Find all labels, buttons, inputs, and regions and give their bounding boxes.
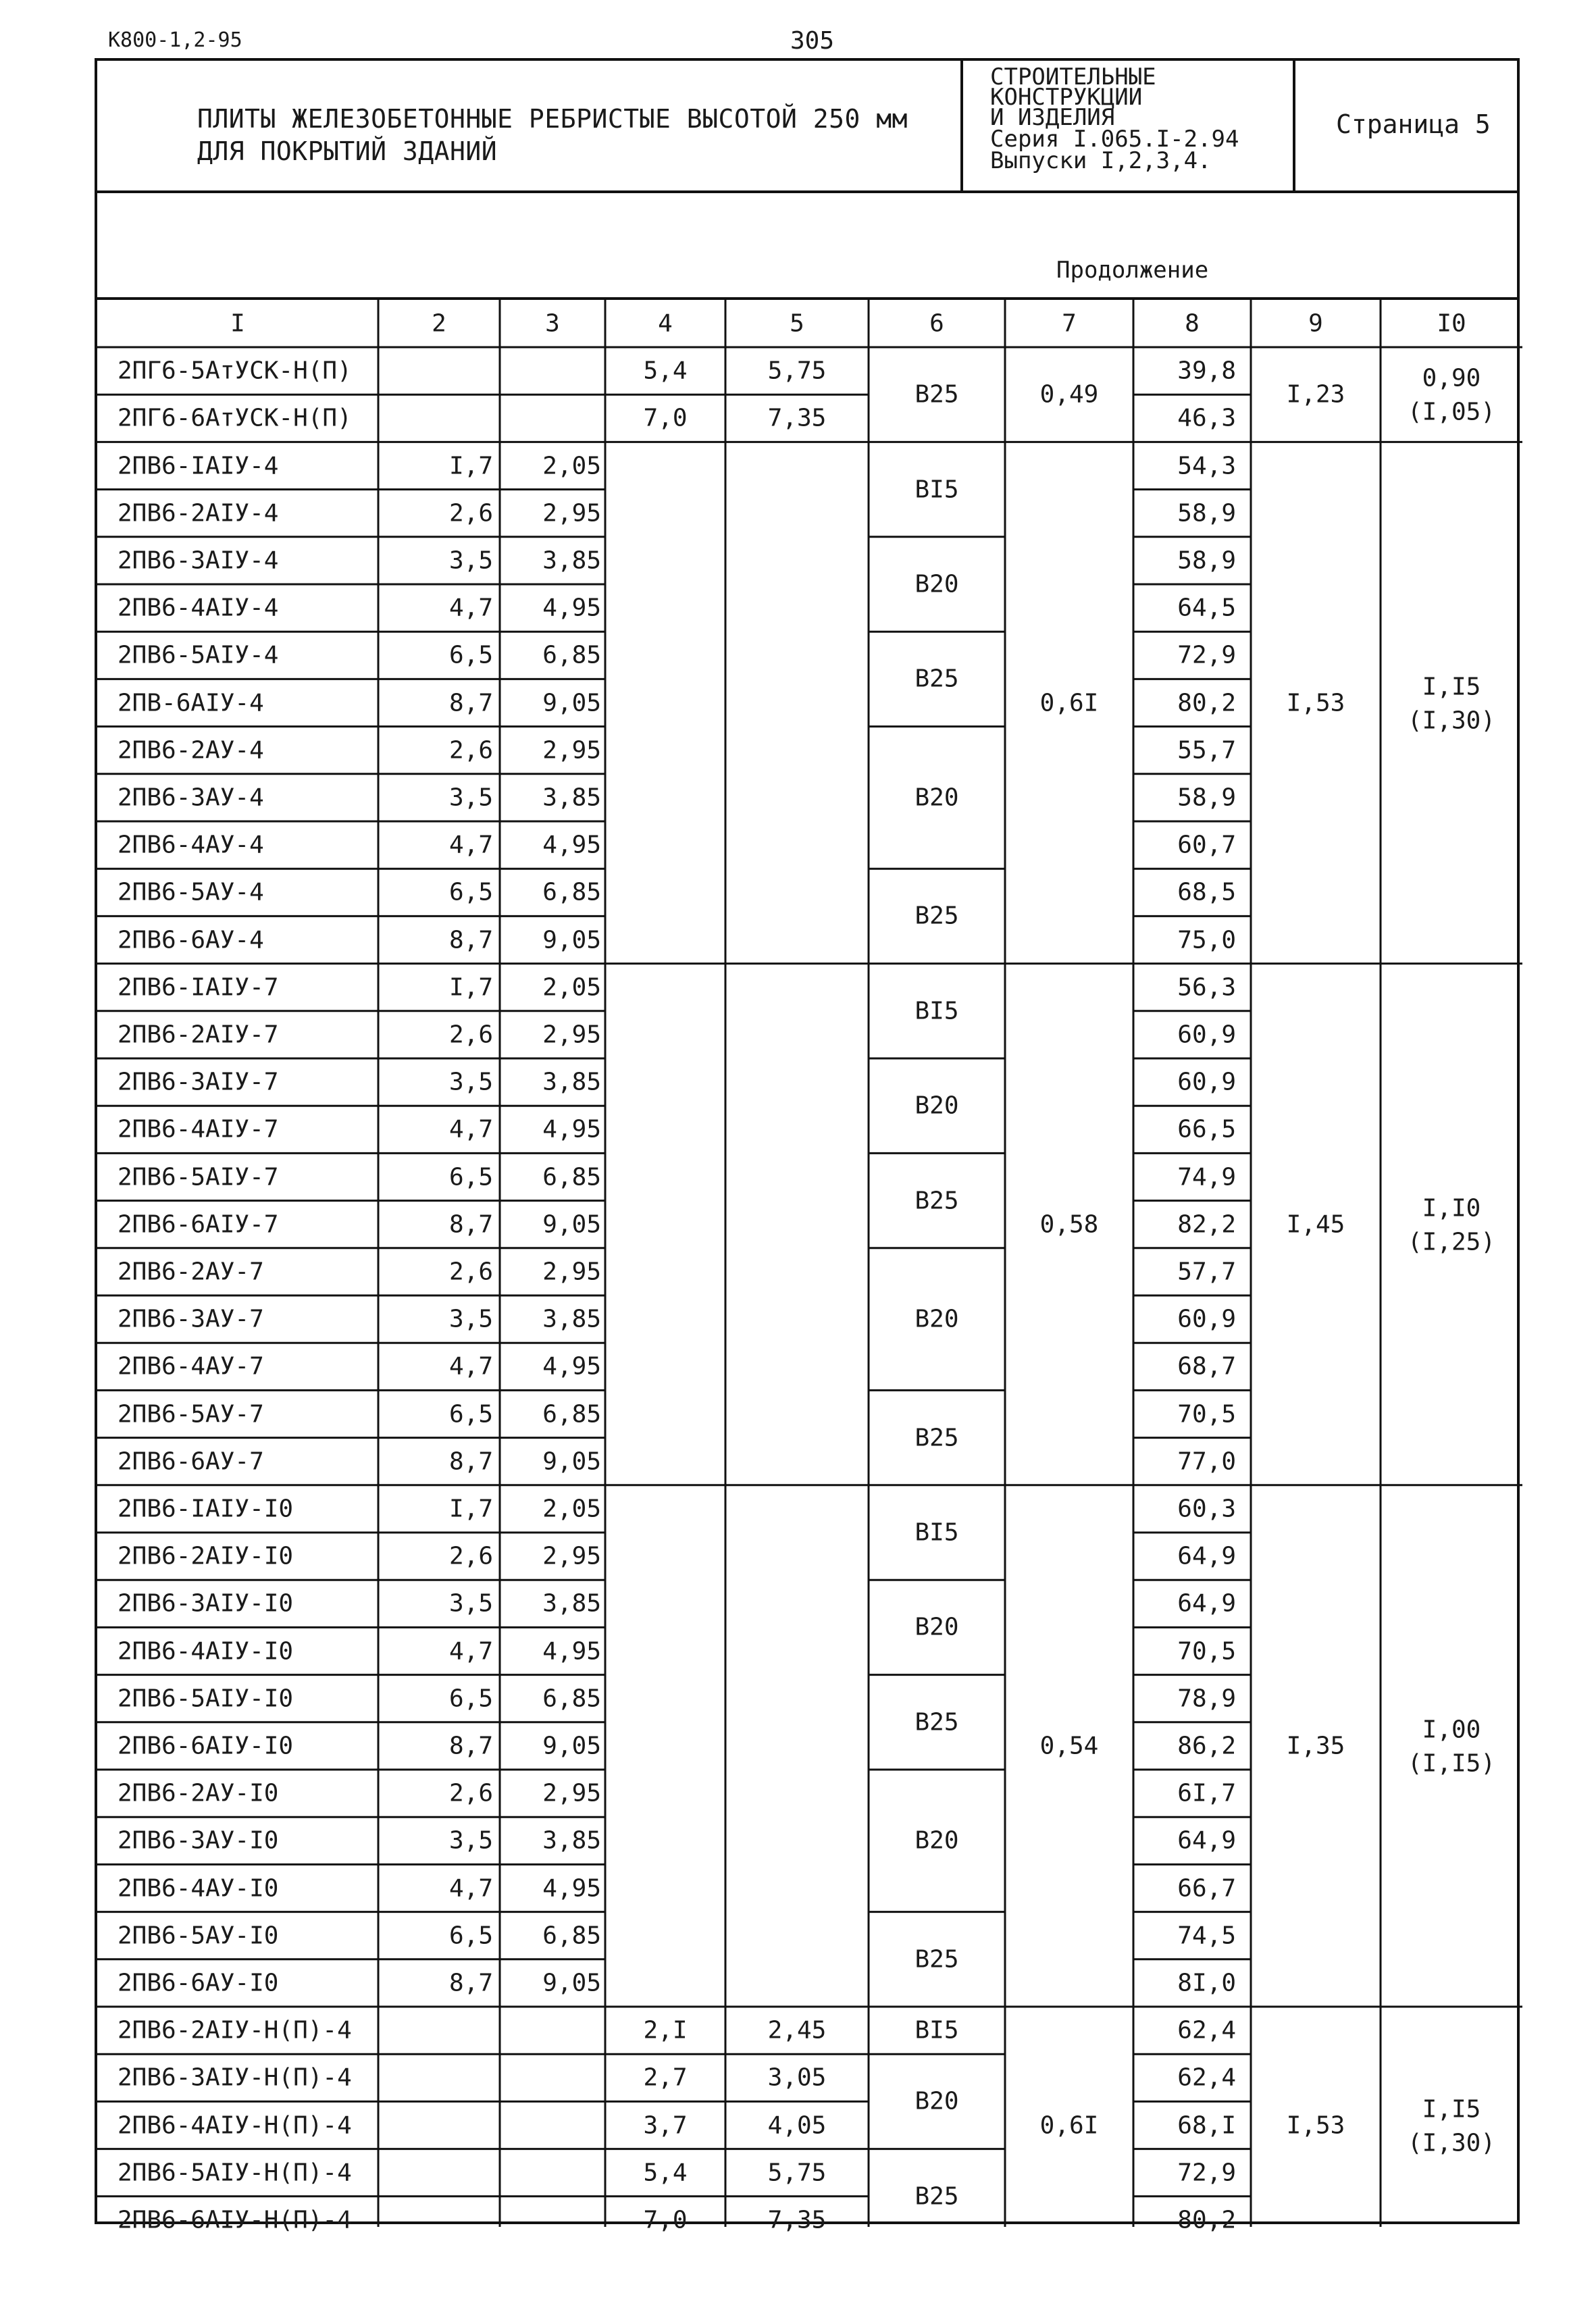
cell-col2: 4,7 [448, 1637, 493, 1665]
cell-col10-paren: (I,25) [1407, 1228, 1496, 1256]
column-header: 7 [1062, 309, 1077, 338]
cell-col5: 7,35 [767, 404, 827, 432]
cell-col4: 2,I [643, 2016, 688, 2045]
cell-col2: 2,6 [448, 736, 493, 765]
cell-col8: 60,9 [1177, 1305, 1236, 1333]
cell-mark: 2ПВ6-3АIУ-4 [118, 546, 279, 575]
cell-mark: 2ПВ6-5АIУ-I0 [118, 1685, 294, 1713]
cell-col2: 6,5 [448, 1163, 493, 1191]
cell-mark: 2ПВ-6АIУ-4 [118, 689, 264, 717]
cell-col8: 72,9 [1177, 641, 1236, 669]
cell-col2: 6,5 [448, 1922, 493, 1950]
column-header: I [230, 309, 245, 338]
cell-mark: 2ПВ6-3АУ-I0 [118, 1826, 279, 1855]
cell-col4: 5,4 [643, 2159, 688, 2187]
cell-col5: 2,45 [767, 2016, 827, 2045]
cell-mark: 2ПВ6-5АУ-I0 [118, 1922, 279, 1950]
cell-col8: 62,4 [1177, 2063, 1236, 2092]
cell-col8: 64,5 [1177, 594, 1236, 622]
cell-col2: 4,7 [448, 1352, 493, 1381]
column-header: 4 [658, 309, 673, 338]
page-label-cell [1295, 61, 1517, 190]
page-label: Страница 5 [1336, 109, 1491, 139]
data-table [95, 297, 1520, 2234]
cell-col3: 9,05 [542, 689, 601, 717]
cell-col2: I,7 [448, 452, 493, 480]
cell-mark: 2ПВ6-2АIУ-Н(П)-4 [118, 2016, 352, 2045]
cell-col3: 9,05 [542, 926, 601, 954]
cell-mark: 2ПВ6-2АIУ-4 [118, 499, 279, 528]
column-header: 3 [545, 309, 560, 338]
cell-col2: 4,7 [448, 1115, 493, 1143]
cell-col3: 9,05 [542, 1447, 601, 1476]
cell-col3: 2,95 [542, 499, 601, 528]
concrete-class: В25 [915, 1945, 959, 1974]
cell-mark: 2ПВ6-6АУ-7 [118, 1447, 264, 1476]
cell-mark: 2ПВ6-IАIУ-I0 [118, 1495, 294, 1523]
cell-col3: 3,85 [542, 783, 601, 812]
cell-col3: 4,95 [542, 1637, 601, 1665]
concrete-class: В20 [915, 1091, 959, 1120]
cell-col10-paren: (I,30) [1407, 2129, 1496, 2157]
concrete-class: В20 [915, 2087, 959, 2115]
cell-col8: 60,7 [1177, 831, 1236, 859]
cell-col8: 66,7 [1177, 1874, 1236, 1902]
cell-col4: 7,0 [643, 2206, 688, 2234]
column-header: 5 [790, 309, 804, 338]
cell-col5: 4,05 [767, 2111, 827, 2139]
cell-col3: 2,95 [542, 736, 601, 765]
rubric-line-2: КОНСТРУКЦИИ [990, 84, 1143, 111]
cell-col7: 0,49 [1039, 380, 1099, 409]
continuation-band [95, 190, 1520, 300]
cell-col8: 75,0 [1177, 926, 1236, 954]
cell-col7: 0,54 [1039, 1732, 1099, 1760]
cell-col8: 62,4 [1177, 2016, 1236, 2045]
cell-mark: 2ПВ6-3АIУ-Н(П)-4 [118, 2063, 352, 2092]
column-header: 2 [432, 309, 446, 338]
cell-col8: 46,3 [1177, 404, 1236, 432]
concrete-class: ВI5 [915, 1518, 959, 1547]
cell-col7: 0,6I [1039, 689, 1099, 717]
cell-col10-paren: (I,05) [1407, 398, 1496, 426]
cell-mark: 2ПВ6-5АIУ-Н(П)-4 [118, 2159, 352, 2187]
cell-col8: 78,9 [1177, 1685, 1236, 1713]
cell-col5: 5,75 [767, 357, 827, 385]
cell-col3: 3,85 [542, 1589, 601, 1618]
cell-mark: 2ПВ6-2АIУ-I0 [118, 1542, 294, 1570]
cell-col2: 8,7 [448, 1447, 493, 1476]
cell-col3: 3,85 [542, 1068, 601, 1096]
cell-col8: 86,2 [1177, 1732, 1236, 1760]
cell-col4: 5,4 [643, 357, 688, 385]
cell-col10: I,I5 [1422, 673, 1481, 700]
cell-mark: 2ПВ6-4АУ-7 [118, 1352, 264, 1381]
cell-col8: 60,9 [1177, 1068, 1236, 1096]
cell-col2: 8,7 [448, 1732, 493, 1760]
document-code: К800-1,2-95 [108, 28, 242, 52]
cell-mark: 2ПВ6-5АУ-4 [118, 878, 264, 906]
cell-col10: I,00 [1422, 1716, 1481, 1744]
cell-col3: 2,05 [542, 973, 601, 1002]
cell-col3: 2,95 [542, 1542, 601, 1570]
cell-col8: 64,9 [1177, 1542, 1236, 1570]
cell-col4: 7,0 [643, 404, 688, 432]
cell-col8: 77,0 [1177, 1447, 1236, 1476]
cell-mark: 2ПГ6-6АтУСК-Н(П) [118, 404, 352, 432]
cell-col3: 4,95 [542, 1874, 601, 1902]
cell-col8: 68,I [1177, 2111, 1236, 2139]
cell-col8: 60,9 [1177, 1021, 1236, 1049]
title-line-1: ПЛИТЫ ЖЕЛЕЗОБЕТОННЫЕ РЕБРИСТЫЕ ВЫСОТОЙ 250 мм [197, 104, 908, 134]
concrete-class: В25 [915, 665, 959, 693]
cell-col8: 57,7 [1177, 1258, 1236, 1286]
cell-col8: 80,2 [1177, 689, 1236, 717]
cell-col8: 80,2 [1177, 2206, 1236, 2234]
cell-col9: I,23 [1286, 380, 1345, 409]
title-block [95, 58, 1520, 193]
cell-mark: 2ПВ6-3АIУ-I0 [118, 1589, 294, 1618]
column-header: 9 [1308, 309, 1323, 338]
cell-mark: 2ПВ6-3АУ-7 [118, 1305, 264, 1333]
continuation-label: Продолжение [1056, 257, 1209, 284]
cell-mark: 2ПВ6-2АУ-I0 [118, 1779, 279, 1807]
cell-col8: 74,9 [1177, 1163, 1236, 1191]
cell-col3: 4,95 [542, 1115, 601, 1143]
title-line-2: ДЛЯ ПОКРЫТИЙ ЗДАНИЙ [197, 136, 498, 166]
concrete-class: ВI5 [915, 2016, 959, 2045]
cell-col9: I,53 [1286, 689, 1345, 717]
cell-col9: I,45 [1286, 1210, 1345, 1239]
cell-col3: 2,95 [542, 1258, 601, 1286]
issues-label: Выпуски I,2,3,4. [990, 147, 1212, 174]
concrete-class: В25 [915, 1187, 959, 1215]
concrete-class: В25 [915, 2182, 959, 2211]
cell-col3: 4,95 [542, 1352, 601, 1381]
cell-col2: 3,5 [448, 1589, 493, 1618]
cell-col3: 6,85 [542, 1922, 601, 1950]
series-label: Серия I.065.I-2.94 [990, 126, 1239, 153]
page-number: 305 [790, 27, 835, 55]
cell-col3: 4,95 [542, 831, 601, 859]
cell-col2: 4,7 [448, 1874, 493, 1902]
cell-col10-paren: (I,30) [1407, 706, 1496, 734]
column-header: I0 [1437, 309, 1466, 338]
cell-col8: 39,8 [1177, 357, 1236, 385]
cell-col3: 6,85 [542, 1400, 601, 1428]
concrete-class: В20 [915, 1305, 959, 1333]
cell-col8: 58,9 [1177, 546, 1236, 575]
concrete-class: В25 [915, 380, 959, 409]
cell-col3: 3,85 [542, 546, 601, 575]
cell-col2: 8,7 [448, 1210, 493, 1239]
cell-col7: 0,6I [1039, 2111, 1099, 2139]
cell-mark: 2ПВ6-IАIУ-7 [118, 973, 279, 1002]
cell-col2: 2,6 [448, 1021, 493, 1049]
cell-col2: 2,6 [448, 1258, 493, 1286]
cell-mark: 2ПВ6-6АIУ-7 [118, 1210, 279, 1239]
concrete-class: ВI5 [915, 997, 959, 1025]
cell-col3: 4,95 [542, 594, 601, 622]
cell-col3: 9,05 [542, 1969, 601, 1997]
cell-col5: 3,05 [767, 2063, 827, 2092]
table-grid [97, 300, 1522, 2227]
concrete-class: В20 [915, 1613, 959, 1641]
cell-col8: 70,5 [1177, 1637, 1236, 1665]
cell-mark: 2ПВ6-4АУ-I0 [118, 1874, 279, 1902]
cell-mark: 2ПВ6-3АУ-4 [118, 783, 264, 812]
cell-col10: 0,90 [1422, 364, 1481, 392]
cell-col3: 6,85 [542, 1685, 601, 1713]
cell-col8: 54,3 [1177, 452, 1236, 480]
cell-mark: 2ПВ6-4АУ-4 [118, 831, 264, 859]
concrete-class: В20 [915, 783, 959, 812]
cell-mark: 2ПВ6-4АIУ-I0 [118, 1637, 294, 1665]
cell-col8: 64,9 [1177, 1826, 1236, 1855]
cell-col2: 6,5 [448, 641, 493, 669]
cell-col8: 66,5 [1177, 1115, 1236, 1143]
concrete-class: ВI5 [915, 475, 959, 504]
cell-col3: 6,85 [542, 641, 601, 669]
cell-col8: 55,7 [1177, 736, 1236, 765]
cell-col9: I,53 [1286, 2111, 1345, 2139]
cell-col2: 2,6 [448, 499, 493, 528]
cell-col3: 6,85 [542, 1163, 601, 1191]
cell-col3: 6,85 [542, 878, 601, 906]
cell-mark: 2ПВ6-5АУ-7 [118, 1400, 264, 1428]
cell-col8: 82,2 [1177, 1210, 1236, 1239]
cell-col3: 9,05 [542, 1732, 601, 1760]
cell-col3: 9,05 [542, 1210, 601, 1239]
cell-col2: 8,7 [448, 1969, 493, 1997]
cell-mark: 2ПВ6-IАIУ-4 [118, 452, 279, 480]
concrete-class: В25 [915, 1708, 959, 1737]
cell-col10: I,I0 [1422, 1194, 1481, 1223]
cell-col3: 2,05 [542, 1495, 601, 1523]
cell-mark: 2ПВ6-6АУ-4 [118, 926, 264, 954]
cell-mark: 2ПВ6-3АIУ-7 [118, 1068, 279, 1096]
cell-col8: 74,5 [1177, 1922, 1236, 1950]
cell-col2: 2,6 [448, 1542, 493, 1570]
cell-col8: 60,3 [1177, 1495, 1236, 1523]
cell-mark: 2ПВ6-4АIУ-Н(П)-4 [118, 2111, 352, 2139]
cell-mark: 2ПВ6-5АIУ-7 [118, 1163, 279, 1191]
rubric-line-3: И ИЗДЕЛИЯ [990, 104, 1115, 131]
cell-col2: 6,5 [448, 1685, 493, 1713]
cell-col9: I,35 [1286, 1732, 1345, 1760]
cell-col4: 2,7 [643, 2063, 688, 2092]
cell-col8: 70,5 [1177, 1400, 1236, 1428]
cell-mark: 2ПВ6-5АIУ-4 [118, 641, 279, 669]
column-header: 8 [1185, 309, 1200, 338]
cell-col2: I,7 [448, 973, 493, 1002]
cell-col3: 2,95 [542, 1021, 601, 1049]
column-header: 6 [929, 309, 944, 338]
cell-mark: 2ПГ6-5АтУСК-Н(П) [118, 357, 352, 385]
cell-col8: 6I,7 [1177, 1779, 1236, 1807]
cell-mark: 2ПВ6-2АУ-4 [118, 736, 264, 765]
rubric-cell [963, 61, 1295, 190]
cell-col2: 4,7 [448, 831, 493, 859]
cell-col8: 64,9 [1177, 1589, 1236, 1618]
cell-col2: 3,5 [448, 1826, 493, 1855]
cell-col2: 3,5 [448, 1068, 493, 1096]
concrete-class: В20 [915, 1826, 959, 1855]
cell-col8: 68,5 [1177, 878, 1236, 906]
cell-col2: 3,5 [448, 1305, 493, 1333]
cell-mark: 2ПВ6-6АIУ-I0 [118, 1732, 294, 1760]
cell-col3: 2,95 [542, 1779, 601, 1807]
concrete-class: В20 [915, 570, 959, 598]
cell-col2: 8,7 [448, 926, 493, 954]
cell-col8: 58,9 [1177, 499, 1236, 528]
cell-mark: 2ПВ6-6АУ-I0 [118, 1969, 279, 1997]
cell-col4: 3,7 [643, 2111, 688, 2139]
cell-col3: 3,85 [542, 1305, 601, 1333]
cell-col2: 3,5 [448, 783, 493, 812]
cell-mark: 2ПВ6-2АIУ-7 [118, 1021, 279, 1049]
cell-col8: 8I,0 [1177, 1969, 1236, 1997]
title-cell [97, 61, 963, 190]
concrete-class: В25 [915, 1424, 959, 1452]
concrete-class: В25 [915, 902, 959, 930]
cell-col5: 5,75 [767, 2159, 827, 2187]
cell-mark: 2ПВ6-4АIУ-4 [118, 594, 279, 622]
cell-mark: 2ПВ6-4АIУ-7 [118, 1115, 279, 1143]
cell-col3: 3,85 [542, 1826, 601, 1855]
cell-col5: 7,35 [767, 2206, 827, 2234]
cell-col2: I,7 [448, 1495, 493, 1523]
cell-col10-paren: (I,I5) [1407, 1749, 1496, 1778]
cell-col2: 2,6 [448, 1779, 493, 1807]
cell-col8: 68,7 [1177, 1352, 1236, 1381]
cell-mark: 2ПВ6-6АIУ-Н(П)-4 [118, 2206, 352, 2234]
rubric-line-1: СТРОИТЕЛЬНЫЕ [990, 63, 1156, 91]
cell-mark: 2ПВ6-2АУ-7 [118, 1258, 264, 1286]
cell-col2: 4,7 [448, 594, 493, 622]
cell-col8: 72,9 [1177, 2159, 1236, 2187]
cell-col2: 6,5 [448, 1400, 493, 1428]
cell-col3: 2,05 [542, 452, 601, 480]
cell-col2: 8,7 [448, 689, 493, 717]
cell-col8: 58,9 [1177, 783, 1236, 812]
cell-col8: 56,3 [1177, 973, 1236, 1002]
cell-col2: 6,5 [448, 878, 493, 906]
cell-col10: I,I5 [1422, 2095, 1481, 2123]
cell-col2: 3,5 [448, 546, 493, 575]
cell-col7: 0,58 [1039, 1210, 1099, 1239]
